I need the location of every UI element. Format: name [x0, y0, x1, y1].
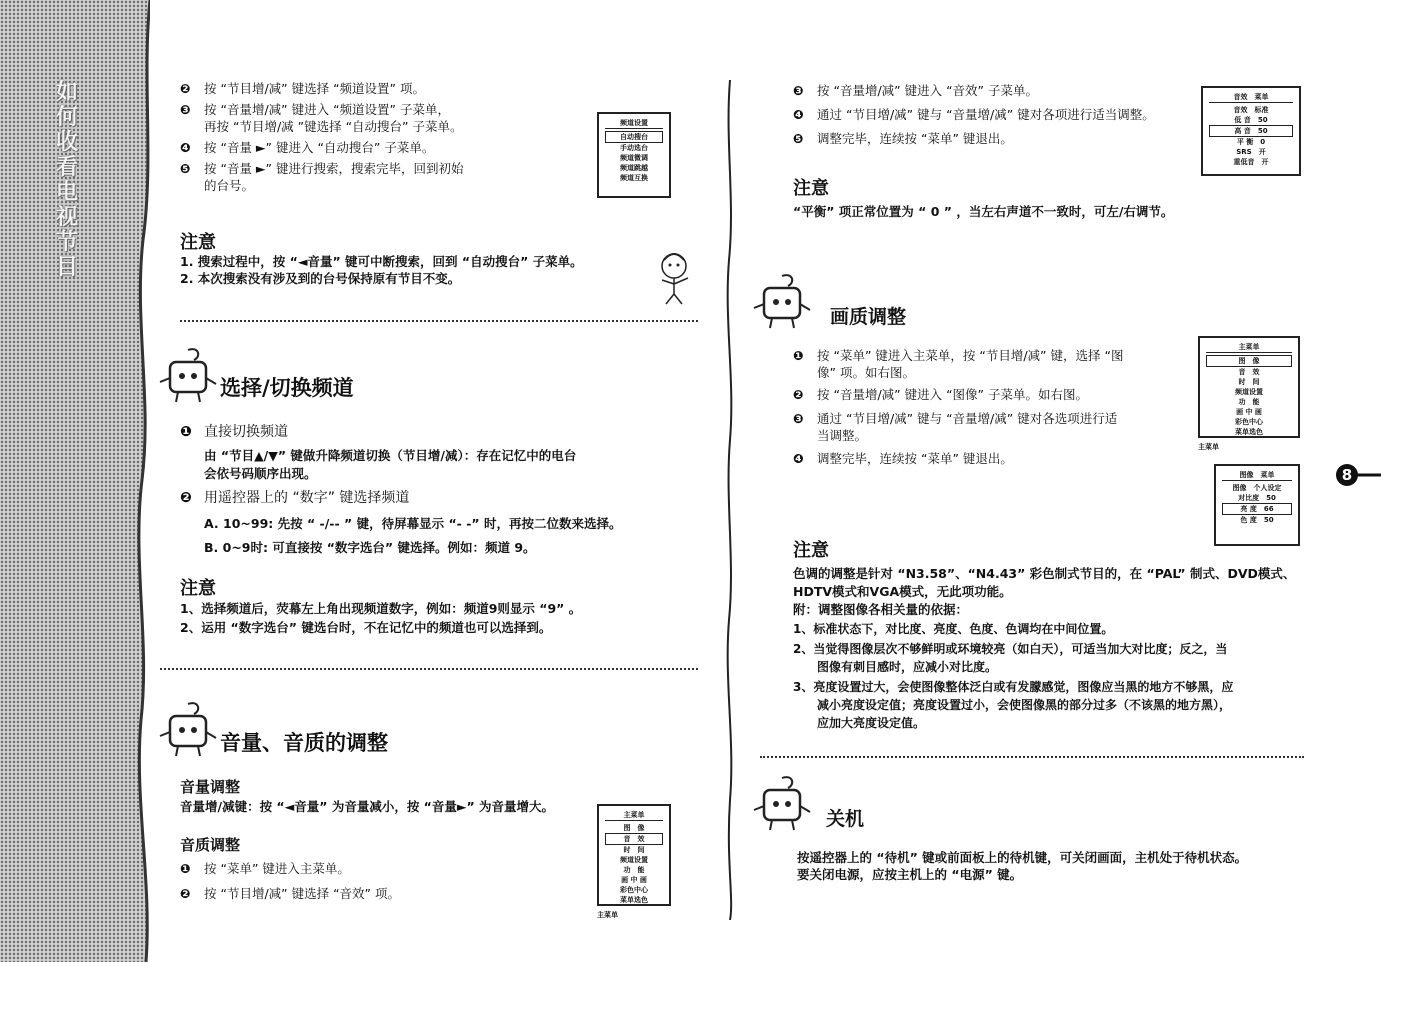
menu-item-selected: 自动搜台 — [605, 131, 663, 143]
menu-item: 菜单选色 — [1235, 428, 1263, 436]
step-text: 当调整。 — [817, 428, 868, 443]
note-line: 1、选择频道后，荧幕左上角出现频道数字，例如：频道9则显示 “9” 。 — [180, 601, 582, 616]
section-divider — [160, 668, 698, 670]
step-text: 再按 “节目增/减 ”键选择 “自动搜台” 子菜单。 — [204, 119, 463, 134]
sidebar-char: 目 — [55, 255, 78, 280]
menu-caption: 主菜单 — [1198, 443, 1219, 451]
sound-steps — [793, 82, 1155, 147]
center-divider — [722, 80, 738, 920]
step-number: ❶ — [180, 861, 191, 876]
tone-steps — [180, 860, 400, 902]
section-divider — [760, 756, 1304, 758]
cartoon-figure-illustration — [650, 250, 698, 306]
menu-title: 主菜单 — [605, 810, 663, 821]
note-heading: 注意 — [793, 540, 829, 561]
note-line: HDTV模式和VGA模式，无此项功能。 — [793, 584, 1012, 599]
step-number: ❶ — [793, 348, 804, 363]
sidebar-char: 视 — [55, 205, 78, 230]
step-number: ❸ — [180, 102, 191, 117]
sound-menu — [1201, 86, 1301, 176]
section-title: 画质调整 — [830, 306, 907, 328]
menu-item: 频道微调 — [620, 154, 648, 162]
step-text: 由 “节目▲/▼” 键做升降频道切换（节目增/减）：存在记忆中的电台 — [204, 448, 577, 463]
note-line: 1. 搜索过程中，按 “◄音量” 键可中断搜索，回到 “自动搜台” 子菜单。 — [180, 254, 583, 269]
step-text: 会依号码顺序出现。 — [204, 466, 317, 481]
menu-item: 频道互换 — [620, 174, 648, 182]
step-text: 按 “菜单” 键进入主菜单。 — [204, 861, 350, 876]
menu-item: 功 能 — [1238, 398, 1260, 406]
menu-item: 图像 个人设定 — [1232, 484, 1282, 492]
step-text: B. 0~9时: 可直接按 “数字选台” 键选择。例如：频道 9。 — [204, 540, 536, 555]
note-heading: 注意 — [180, 578, 216, 599]
menu-item: 音效 标准 — [1233, 106, 1269, 114]
note-heading: 注意 — [793, 178, 829, 199]
note-list — [180, 253, 583, 287]
page-number-marker — [1335, 461, 1383, 493]
menu-item: 画 中 画 — [1236, 408, 1262, 416]
channel-setting-menu — [597, 112, 671, 198]
note-line: 1、标准状态下，对比度、亮度、色度、色调均在中间位置。 — [793, 622, 1114, 636]
menu-item-selected: 图 像 — [1206, 355, 1292, 367]
subsection-title: 音量调整 — [180, 778, 241, 796]
menu-item: 画 中 画 — [621, 876, 647, 884]
step-text: A. 10~99: 先按 “ -/-- ” 键，待屏幕显示 “- -” 时，再按二位数来选择。 — [204, 516, 622, 531]
menu-item-selected: 音 效 — [605, 833, 663, 845]
note-line: “平衡” 项正常位置为 “ 0 ” ，当左右声道不一致时，可左/右调节。 — [793, 204, 1174, 219]
section-title: 选择/切换频道 — [220, 376, 354, 400]
menu-item-selected: 高 音 50 — [1209, 125, 1293, 137]
note-line: 2、运用 “数字选台” 键选台时，不在记忆中的频道也可以选择到。 — [180, 620, 552, 635]
note-line: 应加大亮度设定值。 — [793, 716, 926, 730]
step-text: 按 “音量增/减” 键进入 “图像” 子菜单。如右图。 — [817, 387, 1089, 402]
menu-item: 频道跳越 — [620, 164, 648, 172]
section-title: 音量、音质的调整 — [220, 731, 388, 755]
note-heading: 注意 — [180, 232, 216, 253]
section-title: 关机 — [826, 808, 865, 830]
menu-item: 频道设置 — [1235, 388, 1263, 396]
step-number: ❹ — [180, 140, 191, 155]
body-line: 要关闭电源，应按主机上的 “电源” 键。 — [797, 867, 1023, 882]
menu-item: 彩色中心 — [1235, 418, 1263, 426]
step-number: ❷ — [180, 81, 191, 96]
select-channel-steps — [180, 424, 621, 563]
menu-item: 菜单选色 — [620, 896, 648, 904]
main-menu-picture-selected — [1198, 336, 1300, 438]
step-text: 像” 项。如右图。 — [817, 365, 915, 380]
menu-title: 音效 菜单 — [1209, 92, 1293, 103]
sidebar-char: 如 — [55, 80, 78, 105]
menu-item: 对比度 50 — [1238, 494, 1276, 502]
picture-notes — [793, 565, 1295, 732]
tv-mascot-icon — [752, 774, 812, 834]
step-text: 按 “音量 ►” 键进入 “自动搜台” 子菜单。 — [204, 140, 435, 155]
step-number: ❸ — [793, 411, 804, 426]
menu-title: 图像 菜单 — [1222, 470, 1292, 481]
menu-title: 主菜单 — [1206, 342, 1292, 353]
menu-item: 手动选台 — [620, 144, 648, 152]
tv-mascot-icon — [752, 272, 812, 332]
note-line: 2. 本次搜索没有涉及到的台号保持原有节目不变。 — [180, 271, 461, 286]
step-number: ❷ — [180, 490, 192, 506]
note-line: 附：调整图像各相关量的依据： — [793, 602, 969, 617]
menu-title: 频道设置 — [605, 118, 663, 129]
step-text: 按 “音量增/减” 键进入 “音效” 子菜单。 — [817, 83, 1039, 98]
power-off-text — [797, 849, 1247, 883]
tv-mascot-icon — [158, 346, 218, 406]
note-line: 图像有刺目感时，应减小对比度。 — [793, 660, 998, 674]
note-line: 3、亮度设置过大，会使图像整体泛白或有发朦感觉，图像应当黑的地方不够黑，应 — [793, 680, 1234, 694]
step-text: 的台号。 — [204, 178, 255, 193]
sidebar-char: 看 — [55, 155, 78, 180]
step-number: ❸ — [793, 83, 804, 98]
note-line: 色调的调整是针对 “N3.58”、“N4.43” 彩色制式节目的，在 “PAL” 制式、DVD模式、 — [793, 566, 1296, 581]
menu-item: 色 度 50 — [1240, 516, 1274, 524]
step-number: ❹ — [793, 107, 804, 122]
menu-item: SRS 开 — [1236, 148, 1266, 156]
step-text: 按 “节目增/减” 键选择 “音效” 项。 — [204, 886, 401, 901]
note-line: 减小亮度设定值；亮度设置过小，会使图像黑的部分过多（不该黑的地方黑）， — [793, 698, 1232, 712]
sidebar-char: 节 — [55, 230, 78, 255]
step-number: ❷ — [793, 387, 804, 402]
menu-item: 低 音 50 — [1234, 116, 1268, 124]
note-list — [180, 600, 581, 636]
left-section1-steps — [180, 80, 464, 194]
step-text: 调整完毕，连续按 “菜单” 键退出。 — [817, 131, 1013, 146]
step-number: ❷ — [180, 886, 191, 901]
menu-item: 彩色中心 — [620, 886, 648, 894]
menu-item: 时 间 — [623, 846, 645, 854]
menu-item: 功 能 — [623, 866, 645, 874]
step-number: ❺ — [793, 131, 804, 146]
menu-caption: 主菜单 — [597, 911, 618, 919]
menu-item: 音 效 — [1238, 368, 1260, 376]
step-number: ❺ — [180, 161, 191, 176]
step-number: ❶ — [180, 424, 192, 440]
sidebar-band — [0, 0, 150, 962]
page-number-badge — [1335, 461, 1383, 489]
sidebar-char: 电 — [55, 180, 78, 205]
volume-description: 音量增/减键：按 “◄音量” 为音量减小，按 “音量►” 为音量增大。 — [180, 799, 555, 814]
sidebar-char: 何 — [55, 105, 78, 130]
menu-item: 时 间 — [1238, 378, 1260, 386]
body-line: 按遥控器上的 “待机” 键或前面板上的待机键，可关闭画面，主机处于待机状态。 — [797, 850, 1248, 865]
step-text: 用遥控器上的 “数字” 键选择频道 — [204, 490, 410, 506]
picture-steps — [793, 347, 1123, 467]
sidebar-vertical-title — [52, 80, 82, 280]
picture-menu — [1214, 464, 1300, 546]
main-menu-sound-selected — [597, 804, 671, 906]
menu-item: 频道设置 — [620, 856, 648, 864]
step-text: 按 “菜单” 键进入主菜单，按 “节目增/减” 键，选择 “图 — [817, 348, 1124, 363]
step-text: 调整完毕，连续按 “菜单” 键退出。 — [817, 451, 1013, 466]
step-text: 按 “节目增/减” 键选择 “频道设置” 项。 — [204, 81, 426, 96]
menu-item: 重低音 开 — [1233, 158, 1269, 166]
step-number: ❹ — [793, 451, 804, 466]
menu-item-selected: 亮 度 66 — [1222, 503, 1292, 515]
note-line: 2、当觉得图像层次不够鲜明或环境较亮（如白天），可适当加大对比度；反之，当 — [793, 642, 1228, 656]
step-text: 通过 “节目增/减” 键与 “音量增/减” 键对各项进行适当调整。 — [817, 107, 1155, 122]
step-text: 按 “音量增/减” 键进入 “频道设置” 子菜单， — [204, 102, 451, 117]
step-text: 通过 “节目增/减” 键与 “音量增/减” 键对各选项进行适 — [817, 411, 1118, 426]
sidebar-char: 收 — [55, 130, 78, 155]
section-divider — [180, 320, 698, 322]
tv-mascot-icon — [158, 700, 218, 760]
subsection-title: 音质调整 — [180, 836, 241, 854]
step-text: 按 “音量 ►” 键进行搜索，搜索完毕，回到初始 — [204, 161, 464, 176]
menu-item: 图 像 — [623, 824, 645, 832]
page-number: 8 — [1341, 466, 1353, 484]
menu-item: 平 衡 0 — [1236, 138, 1266, 146]
step-text: 直接切换频道 — [204, 424, 288, 440]
